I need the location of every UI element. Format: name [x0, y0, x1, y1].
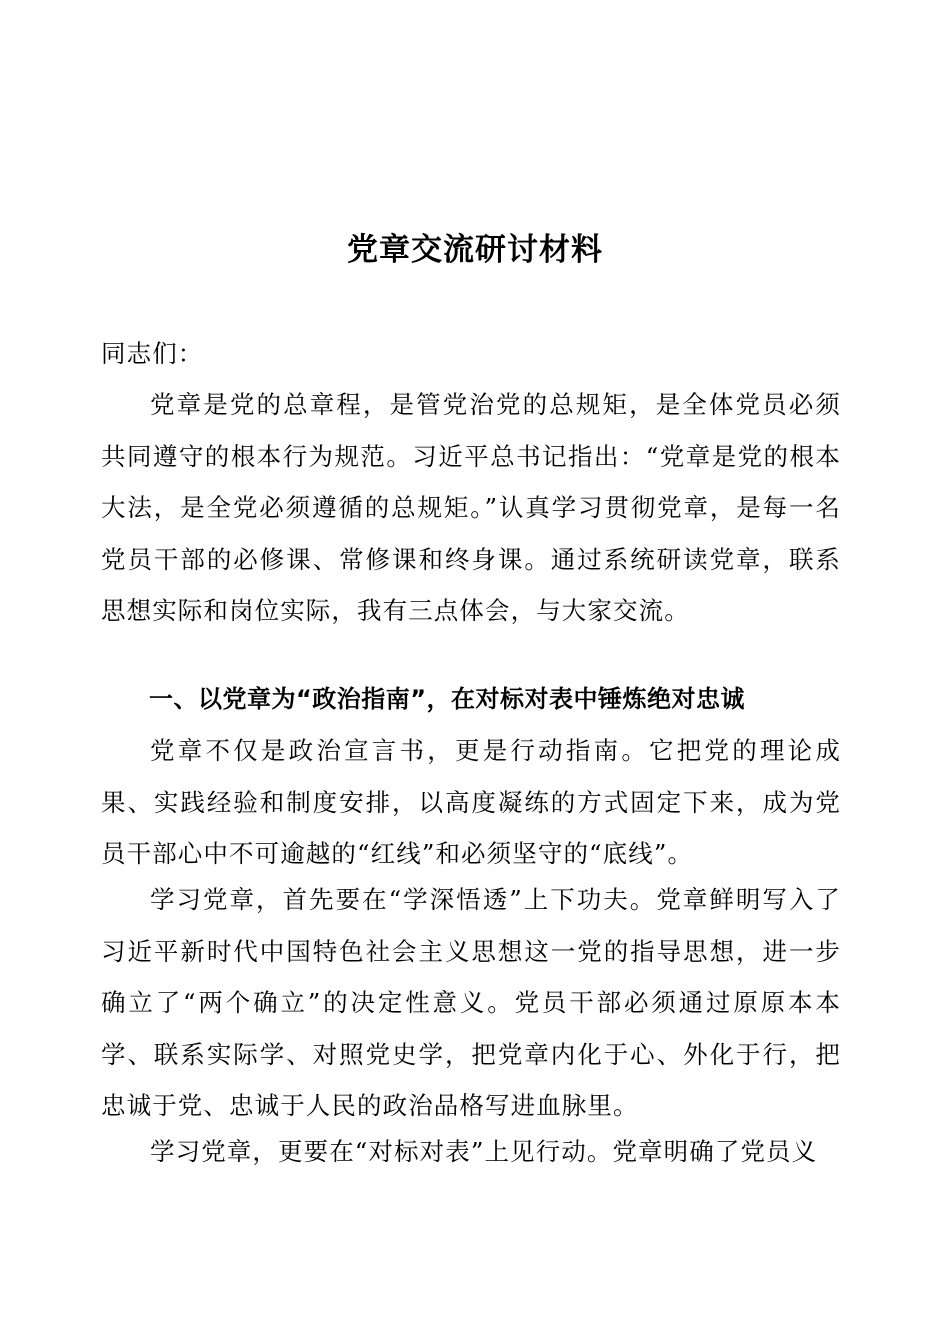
section1-paragraph-3: 学习党章，更要在“对标对表”上见行动。党章明确了党员义 — [150, 1137, 818, 1166]
section1-paragraph-1: 党章不仅是政治宣言书，更是行动指南。它把党的理论成果、实践经验和制度安排，以高度凝练的方式固定下来，成为党员干部心中不可逾越的“红线”和必须坚守的“底线”。 — [101, 736, 841, 868]
document-title: 党章交流研讨材料 — [347, 232, 603, 268]
section-heading-1: 一、以党章为“政治指南”，在对标对表中锤炼绝对忠诚 — [149, 685, 746, 713]
section1-paragraph-2: 学习党章，首先要在“学深悟透”上下功夫。党章鲜明写入了习近平新时代中国特色社会主义思想这一党的指导思想，进一步确立了“两个确立”的决定性意义。党员干部必须通过原原本本学、联系实际学、对照党史学，把党章内化于心、外化于行，把忠诚于党、忠诚于人民的政治品格写进血脉里。 — [101, 885, 841, 1120]
intro-paragraph: 党章是党的总章程，是管党治党的总规矩，是全体党员必须共同遵守的根本行为规范。习近平总书记指出：“党章是党的根本大法，是全党必须遵循的总规矩。”认真学习贯彻党章，是每一名党员干部的必修课、常修课和终身课。通过系统研读党章，联系思想实际和岗位实际，我有三点体会，与大家交流。 — [101, 390, 841, 625]
salutation: 同志们： — [101, 339, 204, 368]
